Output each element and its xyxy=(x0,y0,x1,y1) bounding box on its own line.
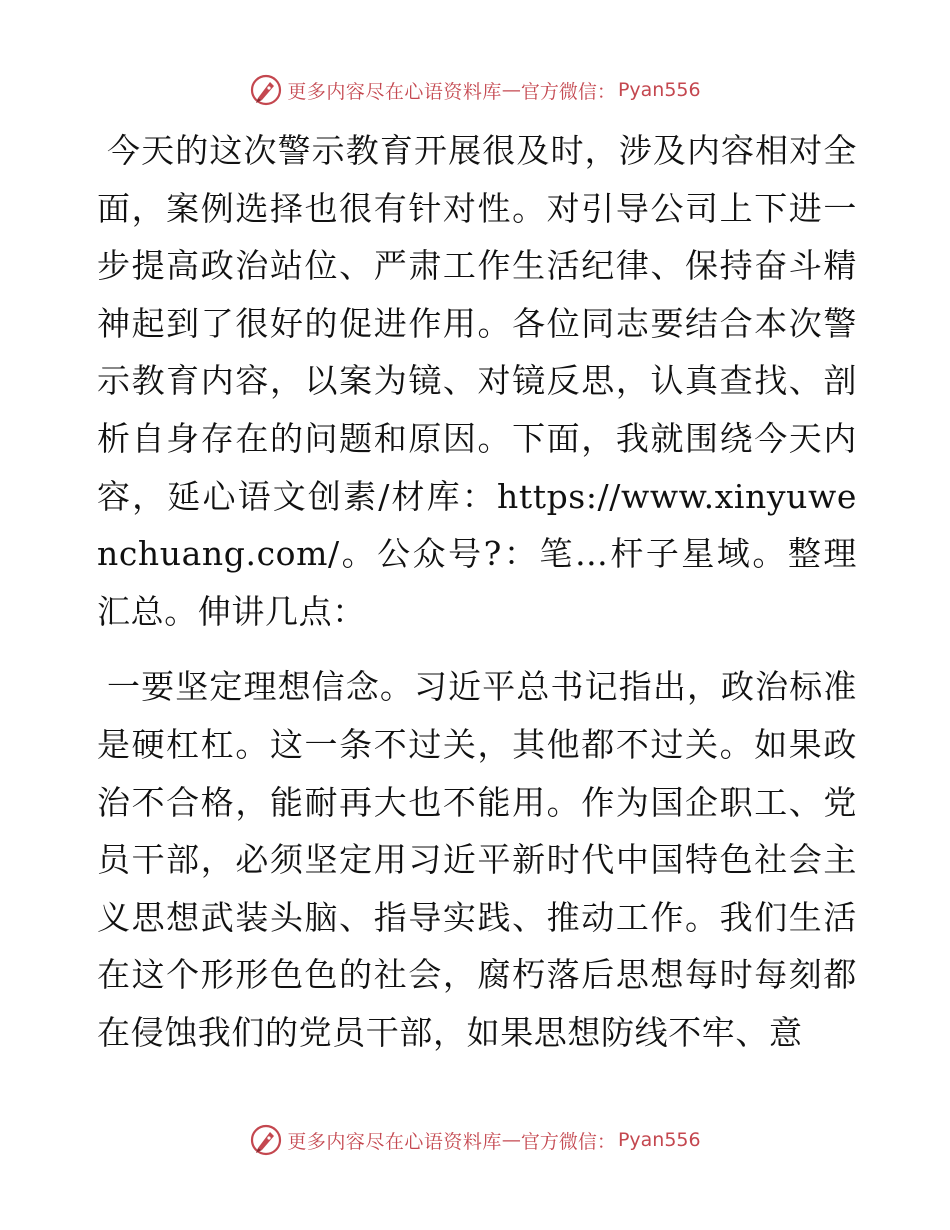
page-footer-banner xyxy=(0,1120,950,1160)
header-wechat-label: 官方微信： xyxy=(520,80,616,103)
paragraph-intro: 今天的这次警示教育开展很及时，涉及内容相对全面，案例选择也很有针对性。对引导公司上下进一步提高政治站位、严肃工作生活纪律、保持奋斗精神起到了很好的促进作用。各位同志要结合本次警示教育内容，以案为镜、对镜反思，认真查找、剖析自身存在的问题和原因。下面，我就围绕今天内容，延心语文创素/材库：https://www.xinyuwenchuang.com/。公众号?：笔…杆子星域。整理汇总。伸讲几点： xyxy=(97,131,857,631)
pen-nib-logo-icon xyxy=(249,73,283,107)
header-brand-text: 更多内容尽在心语资料库 xyxy=(287,80,502,103)
document-body xyxy=(97,122,857,1062)
pen-nib-logo-icon xyxy=(249,1123,283,1157)
header-wechat-id: Pyan556 xyxy=(617,79,701,101)
footer-brand-text: 更多内容尽在心语资料库 xyxy=(287,1130,502,1153)
footer-wechat-label: 官方微信： xyxy=(520,1130,616,1153)
page-header-banner xyxy=(0,70,950,110)
footer-separator: — xyxy=(501,1129,521,1151)
header-separator: — xyxy=(501,79,521,101)
paragraph-point-one: 一要坚定理想信念。习近平总书记指出，政治标准是硬杠杠。这一条不过关，其他都不过关。如果政治不合格，能耐再大也不能用。作为国企职工、党员干部，必须坚定用习近平新时代中国特色社会主义思想武装头脑、指导实践、推动工作。我们生活在这个形形色色的社会，腐朽落后思想每时每刻都在侵蚀我们的党员干部，如果思想防线不牢、意 xyxy=(97,667,857,1052)
footer-wechat-id: Pyan556 xyxy=(617,1129,701,1151)
